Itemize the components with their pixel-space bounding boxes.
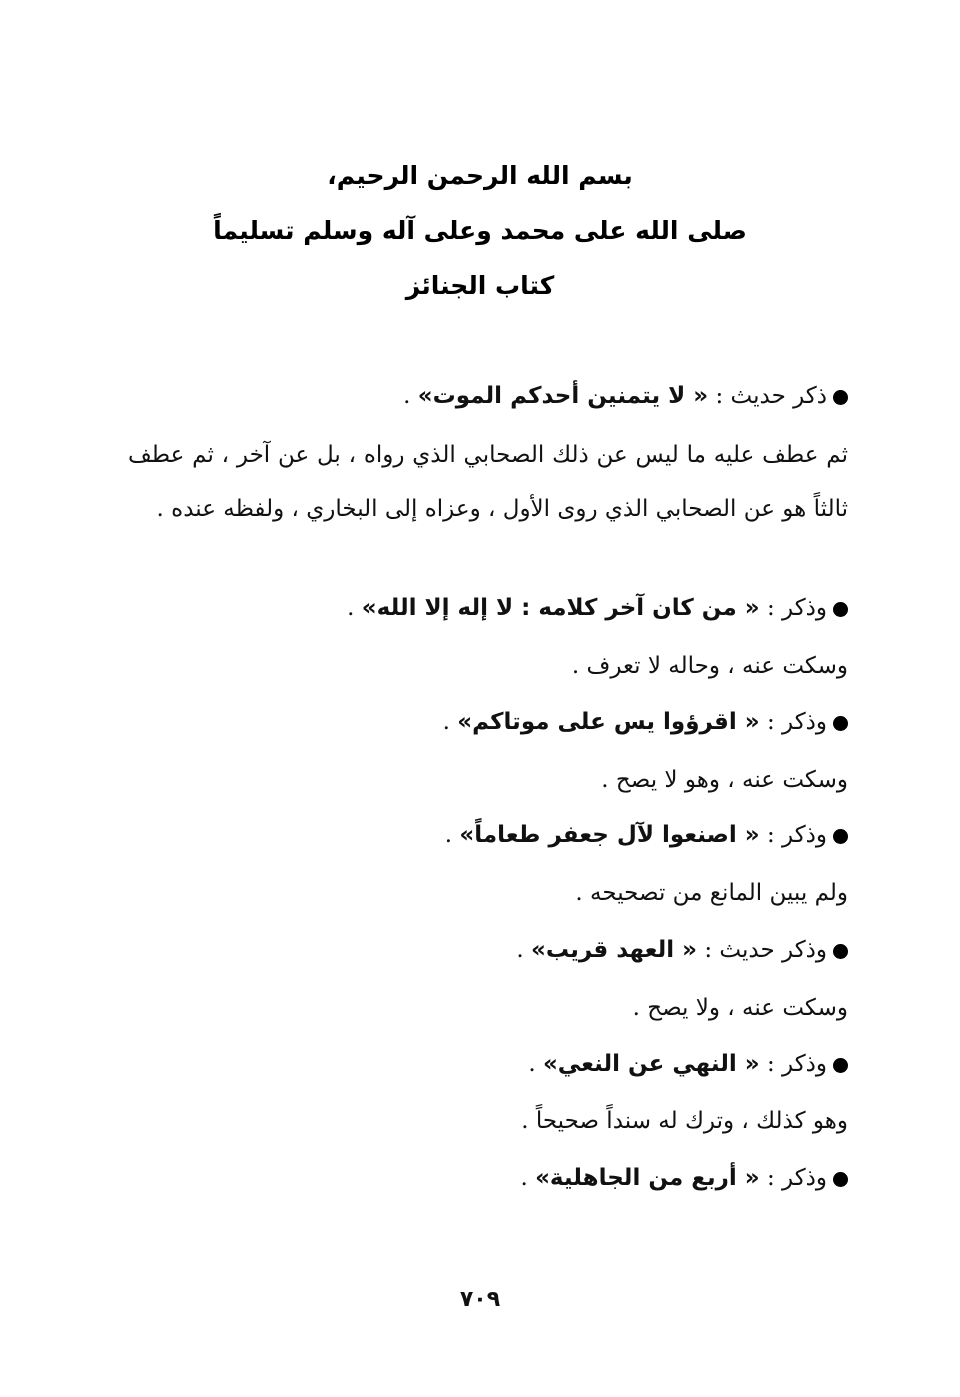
entry-suffix: .	[403, 383, 418, 409]
basmala-heading: بسم الله الرحمن الرحيم،	[327, 161, 633, 190]
entry-suffix: .	[444, 822, 460, 848]
hadith-quote: « اقرؤوا يس على موتاكم»	[457, 709, 760, 735]
hadith-quote: « لا يتمنين أحدكم الموت»	[417, 383, 709, 409]
comment-5: وهو كذلك ، وترك له سنداً صحيحاً .	[521, 1108, 848, 1134]
page-number: ٧٠٩	[459, 1287, 501, 1312]
page-headings	[0, 148, 960, 313]
commentary-paragraph: ثم عطف عليه ما ليس عن ذلك الصحابي الذي رواه ، بل عن آخر ، ثم عطف ثالثاً هو عن الصحابي الذي روى الأول ، وعزاه إلى البخاري ، ولفظه عنده .	[128, 442, 848, 522]
entry-suffix: .	[520, 1165, 536, 1191]
bullet-icon	[833, 716, 848, 731]
entry-2	[168, 588, 848, 628]
bullet-icon	[833, 829, 848, 844]
hadith-quote: « اصنعوا لآل جعفر طعاماً»	[459, 822, 760, 848]
hadith-quote: « من كان آخر كلامه : لا إله إلا الله»	[361, 595, 760, 621]
bullet-icon	[833, 1058, 848, 1073]
comment-2: وسكت عنه ، وهو لا يصح .	[601, 767, 848, 793]
entry-prefix: وذكر :	[766, 595, 827, 621]
entry-prefix: وذكر :	[766, 822, 827, 848]
entry-suffix: .	[516, 937, 531, 963]
entry-6	[168, 1044, 848, 1084]
entry-suffix: .	[528, 1051, 543, 1077]
entry-1	[168, 376, 848, 416]
hadith-quote: « أربع من الجاهلية»	[535, 1165, 760, 1191]
entry-suffix: .	[442, 709, 458, 735]
entry-prefix: ذكر حديث :	[715, 383, 827, 409]
entry-prefix: وذكر :	[766, 1165, 827, 1191]
bullet-icon	[833, 390, 848, 405]
entry-suffix: .	[347, 595, 362, 621]
comment-1: وسكت عنه ، وحاله لا تعرف .	[571, 653, 848, 679]
chapter-title: كتاب الجنائز	[405, 271, 555, 300]
bullet-icon	[833, 1172, 848, 1187]
hadith-quote: « العهد قريب»	[530, 937, 698, 963]
bullet-icon	[833, 602, 848, 617]
salutation-heading: صلى الله على محمد وعلى آله وسلم تسليماً	[213, 216, 747, 245]
entry-prefix: وذكر :	[766, 709, 827, 735]
entry-prefix: وذكر :	[766, 1051, 827, 1077]
comment-3: ولم يبين المانع من تصحيحه .	[575, 880, 848, 906]
hadith-quote: « النهي عن النعي»	[542, 1051, 760, 1077]
bullet-icon	[833, 944, 848, 959]
entry-prefix: وذكر حديث :	[704, 937, 827, 963]
entry-5	[168, 930, 848, 970]
entry-7	[168, 1158, 848, 1198]
comment-4: وسكت عنه ، ولا يصح .	[632, 995, 848, 1021]
entry-3	[168, 702, 848, 742]
entry-4	[168, 815, 848, 855]
